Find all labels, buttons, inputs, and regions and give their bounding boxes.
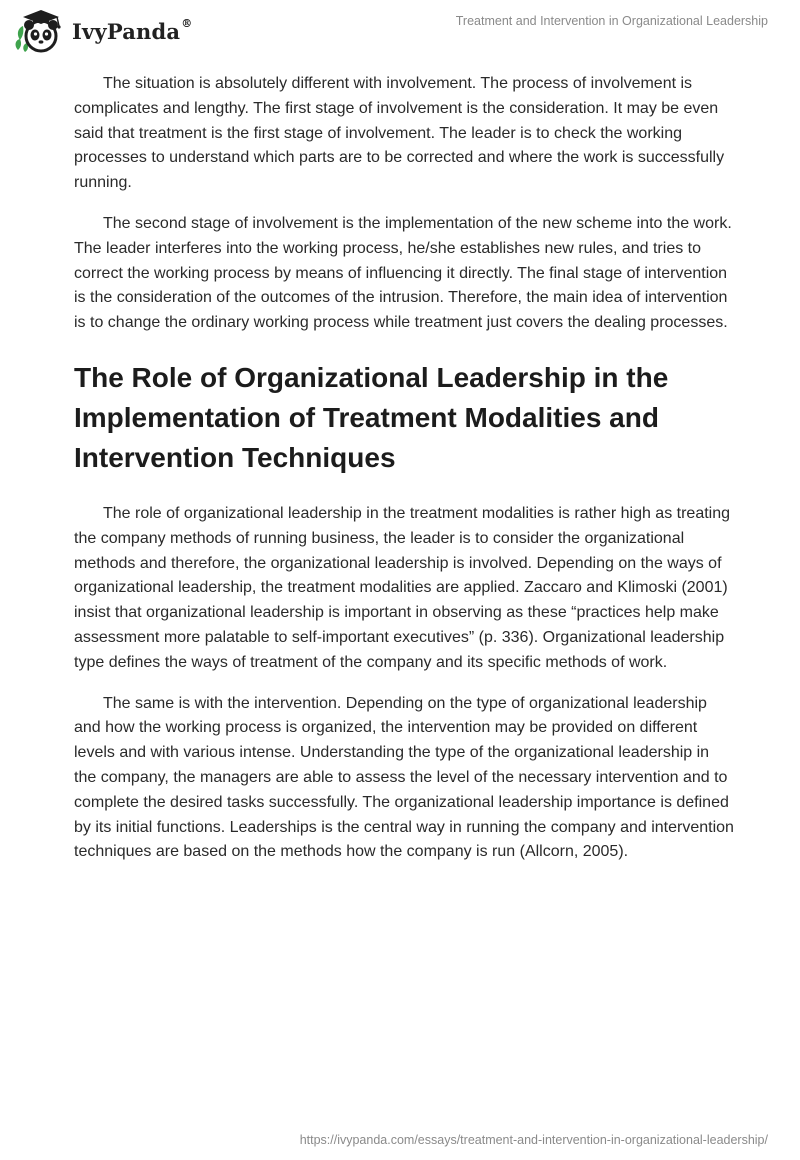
paragraph: The role of organizational leadership in the treatment modalities is rather high as treating the company methods of running business, the leader is to consider the organizational methods and therefore, the organizational leadership is involved. Depending on the ways of organizational leadership, the treatment modalities are applied. Zaccaro and Klimoski (2001) insist that organizational leadership is important in observing as these “practices help make assessment more palatable to self-important executives” (p. 336). Organizational leadership type defines the ways of treatment of the company and its specific methods of work. <box>74 504 731 671</box>
source-url-link[interactable]: https://ivypanda.com/essays/treatment-and-intervention-in-organizational-leadership/ <box>299 1133 768 1147</box>
paragraph: The same is with the intervention. Depending on the type of organizational leadership and how the working process is organized, the intervention may be provided on different levels and with various intense. Understanding the type of the organizational leadership in the company, the managers are able to assess the level of the necessary intervention and to complete the desired tasks successfully. The organizational leadership importance is defined by its initial functions. Leaderships is the central way in running the company and intervention techniques are based on the methods how the company is run (Allcorn, 2005). <box>74 694 734 861</box>
article-body <box>74 72 734 881</box>
brand-name: IvyPanda® <box>72 16 193 44</box>
paragraph: The situation is absolutely different with involvement. The process of involvement is complicates and lengthy. The first stage of involvement is the consideration. It may be even said that treatment is the first stage of involvement. The leader is to check the working processes to understand which parts are to be corrected and where the work is successfully running. <box>74 75 725 192</box>
page-header <box>0 0 800 60</box>
ivypanda-logo-link[interactable] <box>14 6 192 56</box>
section-heading: The Role of Organizational Leadership in the Implementation of Treatment Modalities and Intervention Techniques <box>74 361 669 473</box>
paragraph: The second stage of involvement is the implementation of the new scheme into the work. The leader interferes into the working process, he/she establishes new rules, and tries to correct the working process by means of influencing it directly. The final stage of intervention is the consideration of the outcomes of the intrusion. Therefore, the main idea of intervention is to change the ordinary working process while treatment just covers the dealing processes. <box>74 214 732 332</box>
panda-graduate-logo-icon <box>14 6 66 56</box>
document-title: Treatment and Intervention in Organizational Leadership <box>455 14 768 28</box>
